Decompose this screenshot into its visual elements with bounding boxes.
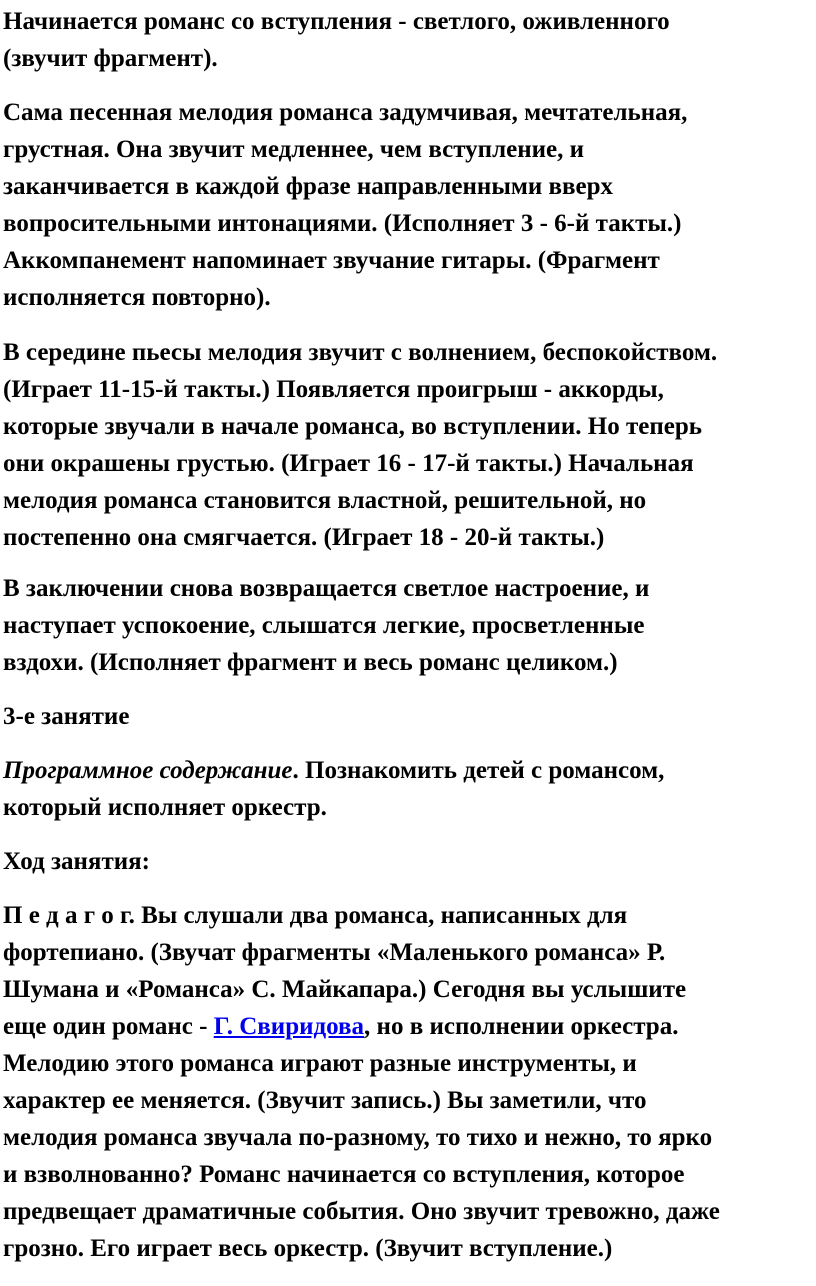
text-line: которые звучали в начале романса, во вступлении. Но теперь bbox=[3, 413, 702, 440]
text-line: В заключении снова возвращается светлое настроение, и bbox=[3, 575, 650, 602]
text-line bbox=[3, 752, 803, 789]
paragraph-intro bbox=[3, 3, 803, 77]
text-line: и взволнованно? Романс начинается со вступления, которое bbox=[3, 1161, 685, 1188]
text-line: П е д а г о г. Вы слушали два романса, написанных для bbox=[3, 902, 628, 929]
text-line: Мелодию этого романса играют разные инструменты, и bbox=[3, 1050, 637, 1077]
text-line: предвещает драматичные события. Оно звучит тревожно, даже bbox=[3, 1198, 720, 1225]
paragraph-conclusion bbox=[3, 570, 803, 681]
text-line: Начинается романс со вступления - светлого, оживленного bbox=[3, 8, 670, 35]
text-line: они окрашены грустью. (Играет 16 - 17-й такты.) Начальная bbox=[3, 450, 694, 477]
paragraph-middle bbox=[3, 334, 803, 556]
paragraph-melody bbox=[3, 94, 803, 316]
text-line: наступает успокоение, слышатся легкие, просветленные bbox=[3, 612, 645, 639]
text-line: вопросительными интонациями. (Исполняет 3 - 6-й такты.) bbox=[3, 210, 682, 237]
text-before-link: еще один романс - bbox=[3, 1013, 214, 1040]
text-line bbox=[3, 1008, 803, 1045]
text-line: Аккомпанемент напоминает звучание гитары. (Фрагмент bbox=[3, 247, 660, 274]
text-line: мелодия романса становится властной, решительной, но bbox=[3, 487, 647, 514]
text-line: (Играет 11-15-й такты.) Появляется проигрыш - аккорды, bbox=[3, 376, 664, 403]
paragraph-program bbox=[3, 752, 803, 826]
text-line: грозно. Его играет весь оркестр. (Звучит вступление.) bbox=[3, 1235, 613, 1262]
heading-lesson: 3-е занятие bbox=[3, 703, 130, 730]
text-line: (звучит фрагмент). bbox=[3, 45, 218, 72]
composer-link[interactable]: Г. Свиридова bbox=[213, 1013, 365, 1040]
text-line: исполняется повторно). bbox=[3, 284, 271, 311]
text-line: вздохи. (Исполняет фрагмент и весь романс целиком.) bbox=[3, 649, 618, 676]
text-line: постепенно она смягчается. (Играет 18 - 20-й такты.) bbox=[3, 524, 605, 551]
text-line: грустная. Она звучит медленнее, чем вступление, и bbox=[3, 136, 585, 163]
paragraph-teacher bbox=[3, 897, 803, 1267]
text-line: В середине пьесы мелодия звучит с волнением, беспокойством. bbox=[3, 339, 718, 366]
text-line: Сама песенная мелодия романса задумчивая, мечтательная, bbox=[3, 99, 688, 126]
text-line: заканчивается в каждой фразе направленными вверх bbox=[3, 173, 614, 200]
text-line: Шумана и «Романса» С. Майкапара.) Сегодня вы услышите bbox=[3, 976, 687, 1003]
program-text: . Познакомить детей с романсом, bbox=[292, 757, 665, 784]
text-line: характер ее меняется. (Звучит запись.) Вы заметили, что bbox=[3, 1087, 647, 1114]
text-after-link: , но в исполнении оркестра. bbox=[364, 1013, 679, 1040]
program-label: Программное содержание bbox=[3, 757, 293, 784]
text-line: мелодия романса звучала по-разному, то тихо и нежно, то ярко bbox=[3, 1124, 713, 1151]
heading-course: Ход занятия: bbox=[3, 848, 150, 875]
text-line: фортепиано. (Звучат фрагменты «Маленького романса» Р. bbox=[3, 939, 666, 966]
text-line: который исполняет оркестр. bbox=[3, 794, 327, 821]
